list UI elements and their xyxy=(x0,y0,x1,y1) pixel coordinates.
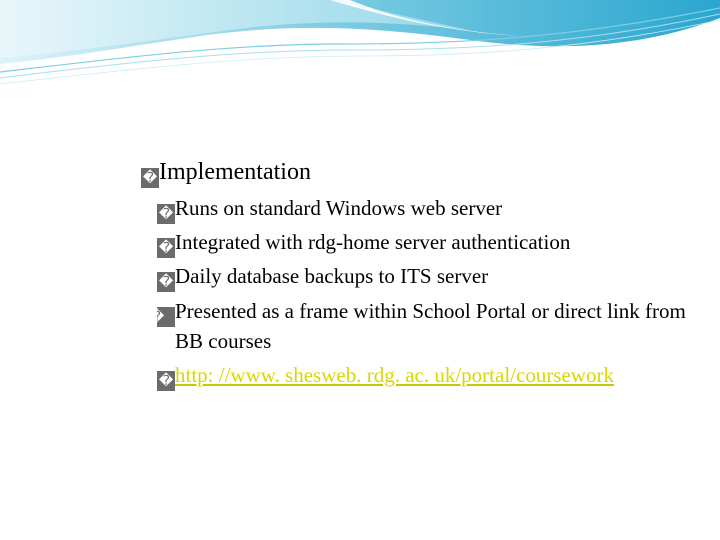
bullet-text: Daily database backups to ITS server xyxy=(175,264,489,288)
missing-glyph-icon: � xyxy=(142,170,158,186)
bullet-item-link xyxy=(157,361,614,391)
missing-glyph-icon: � xyxy=(157,307,175,327)
coursework-portal-link[interactable]: http: //www. shesweb. rdg. ac. uk/portal/coursework xyxy=(175,363,614,387)
heading-text: Implementation xyxy=(159,159,311,185)
bullet-text: Presented as a frame within School Portal or direct link from BB courses xyxy=(175,299,686,353)
missing-glyph-icon: � xyxy=(158,206,174,222)
heading-bullet xyxy=(141,157,311,188)
missing-glyph-icon: � xyxy=(158,373,174,389)
bullet-item xyxy=(157,228,570,258)
bullet-item xyxy=(157,262,488,292)
missing-glyph-icon: � xyxy=(158,274,174,290)
bullet-text: Runs on standard Windows web server xyxy=(175,196,503,220)
missing-glyph-icon: � xyxy=(158,240,174,256)
bullet-text: Integrated with rdg-home server authentication xyxy=(175,230,571,254)
bullet-item xyxy=(149,297,715,355)
bullet-item xyxy=(157,194,502,224)
